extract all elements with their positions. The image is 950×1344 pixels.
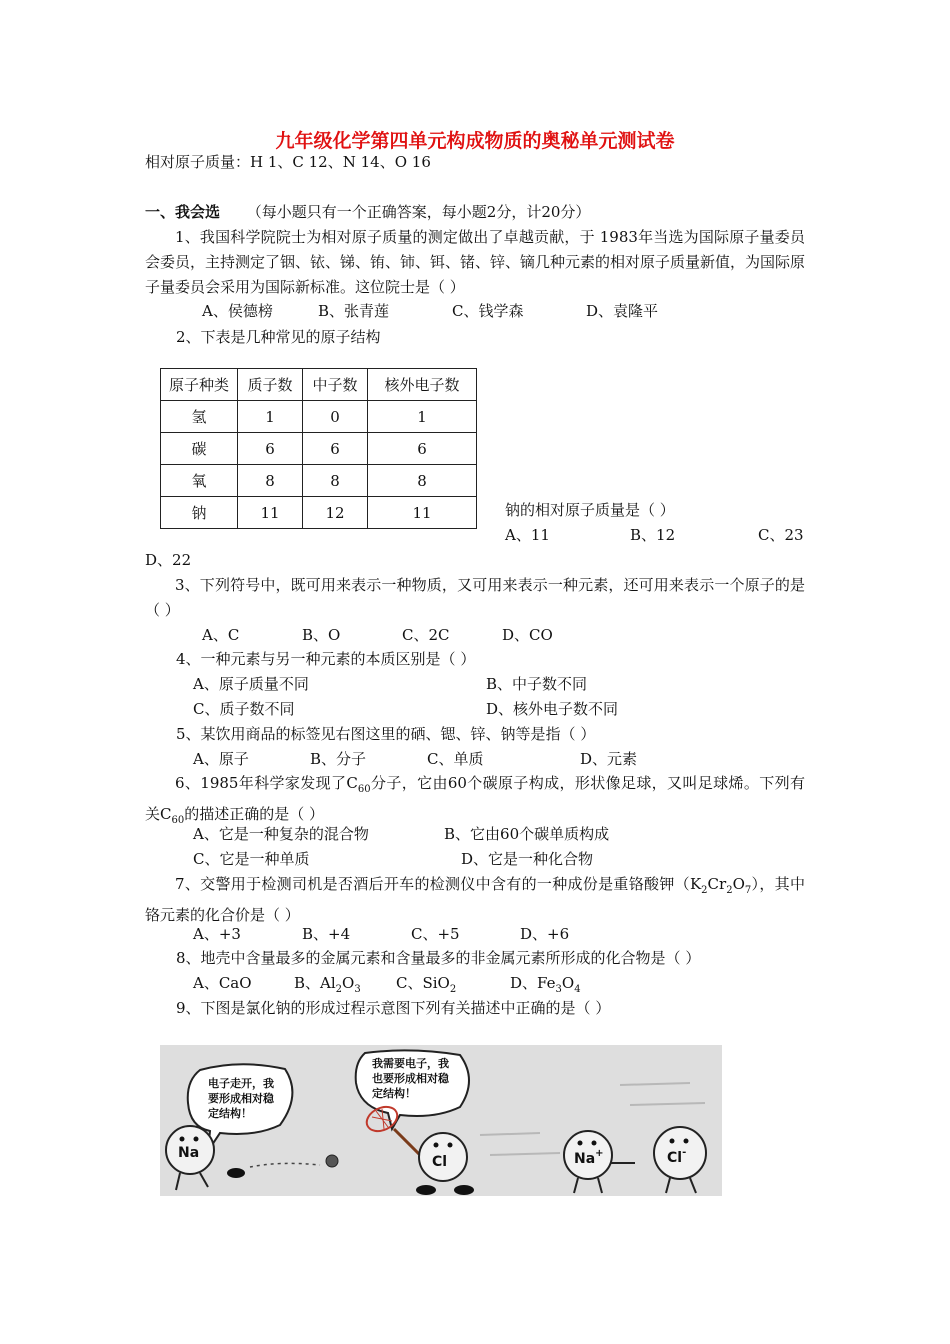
q7-text-part: Cr — [707, 875, 727, 893]
table-row — [161, 465, 477, 497]
q1-option-c: C、钱学森 — [452, 302, 524, 320]
cell: 氢 — [161, 401, 238, 433]
q8d-text: D、Fe — [510, 974, 556, 992]
question-9-text: 9、下图是氯化钠的形成过程示意图下列有关描述中正确的是（ ） — [176, 999, 611, 1017]
q7-option-a: A、+3 — [193, 925, 241, 943]
header-atom-type: 原子种类 — [161, 369, 238, 401]
cell: 钠 — [161, 497, 238, 529]
question-5-text: 5、某饮用商品的标签见右图这里的硒、锶、锌、钠等是指（ ） — [176, 725, 596, 743]
cell: 1 — [238, 401, 303, 433]
bubble1-line2: 要形成相对稳 — [208, 1092, 274, 1105]
section-title: 一、我会选 — [145, 203, 221, 221]
cell: 11 — [238, 497, 303, 529]
section-note: （每小题只有一个正确答案，每小题2分，计20分） — [246, 203, 591, 221]
q2-question: 钠的相对原子质量是（ ） — [505, 501, 675, 519]
cell: 12 — [303, 497, 368, 529]
table-row — [161, 497, 477, 529]
atomic-masses: 相对原子质量：H 1、C 12、N 14、O 16 — [145, 153, 431, 171]
q3-option-a: A、C — [202, 626, 240, 644]
header-protons: 质子数 — [238, 369, 303, 401]
q3-option-d: D、CO — [502, 626, 553, 644]
q7-subscript: 2 — [726, 885, 733, 896]
q8d-text: O — [561, 974, 575, 992]
cell: 氧 — [161, 465, 238, 497]
q8c-text: C、SiO — [396, 974, 450, 992]
q8b-sub: 3 — [354, 984, 361, 995]
q7-subscript: 2 — [701, 885, 708, 896]
question-8-text: 8、地壳中含量最多的金属元素和含量最多的非金属元素所形成的化合物是（ ） — [176, 949, 701, 967]
question-2-text: 2、下表是几种常见的原子结构 — [176, 328, 381, 346]
table-row — [161, 433, 477, 465]
q6-subscript: 60 — [171, 815, 185, 826]
q3-option-b: B、O — [302, 626, 341, 644]
na-label: Na — [178, 1145, 200, 1161]
q7-text-part: 7、交警用于检测司机是否酒后开车的检测仪中含有的一种成份是重铬酸钾（K — [175, 875, 702, 893]
table-header-row — [161, 369, 477, 401]
cell: 6 — [368, 433, 477, 465]
q7-text-part: ），其中铬元素的化合价是（ ） — [145, 875, 805, 924]
atom-structure-table — [160, 368, 477, 529]
q5-option-b: B、分子 — [310, 750, 367, 768]
cell: 8 — [238, 465, 303, 497]
q6-subscript: 60 — [357, 784, 371, 795]
q4-option-a: A、原子质量不同 — [193, 675, 309, 693]
q8b-text: O — [342, 974, 355, 992]
cell: 8 — [303, 465, 368, 497]
q6-option-b: B、它由60个碳单质构成 — [444, 825, 610, 843]
q5-option-c: C、单质 — [427, 750, 484, 768]
question-4-text: 4、一种元素与另一种元素的本质区别是（ ） — [176, 650, 476, 668]
q6-option-c: C、它是一种单质 — [193, 850, 310, 868]
question-3-text: 3、下列符号中，既可用来表示一种物质，又可用来表示一种元素，还可用来表示一个原子的是（ ） — [145, 576, 805, 619]
bubble2-line1: 我需要电子，我 — [372, 1057, 449, 1070]
q3-option-c: C、2C — [402, 626, 450, 644]
q2-option-b: B、12 — [630, 526, 676, 544]
q4-option-c: C、质子数不同 — [193, 700, 295, 718]
bubble1-line3: 定结构！ — [208, 1107, 252, 1120]
q8c-sub: 2 — [449, 984, 457, 995]
bubble2-line2: 也要形成相对稳 — [372, 1072, 449, 1085]
na-ion-label: Na — [574, 1151, 596, 1167]
q1-option-b: B、张青莲 — [318, 302, 390, 320]
q8d-sub: 3 — [555, 984, 562, 995]
header-neutrons: 中子数 — [303, 369, 368, 401]
q7-option-c: C、+5 — [411, 925, 460, 943]
q6-text-part: 的描述正确的是（ ） — [184, 805, 324, 823]
q2-option-c: C、23 — [758, 526, 804, 544]
q7-subscript: 7 — [744, 885, 752, 896]
page-title: 九年级化学第四单元构成物质的奥秘单元测试卷 — [275, 130, 675, 152]
na-ion-charge: + — [595, 1148, 604, 1159]
q7-option-b: B、+4 — [302, 925, 351, 943]
cell: 6 — [238, 433, 303, 465]
cell: 11 — [368, 497, 477, 529]
q6-option-a: A、它是一种复杂的混合物 — [193, 825, 369, 843]
cl-ion-label: Cl — [667, 1150, 683, 1166]
table-row — [161, 401, 477, 433]
q6-option-d: D、它是一种化合物 — [461, 850, 594, 868]
q8b-text: B、Al — [294, 974, 336, 992]
cell: 1 — [368, 401, 477, 433]
q7-option-d: D、+6 — [520, 925, 570, 943]
cell: 8 — [368, 465, 477, 497]
q6-text-part: 6、1985年科学家发现了C — [175, 774, 358, 792]
q7-text-part: O — [732, 875, 745, 893]
cell: 碳 — [161, 433, 238, 465]
bubble2-line3: 定结构！ — [372, 1087, 416, 1100]
cell: 0 — [303, 401, 368, 433]
question-1-text: 1、我国科学院院士为相对原子质量的测定做出了卓越贡献，于 1983年当选为国际原子量委员会委员，主持测定了铟、铱、锑、铕、铈、铒、锗、锌、镝几种元素的相对原子质量新值，为国际原子量委员会采用为国际新标准。这位院士是（ ） — [145, 228, 806, 296]
cl-ion-charge: - — [682, 1147, 687, 1158]
q2-option-d: D、22 — [145, 551, 192, 569]
q1-option-a: A、侯德榜 — [202, 302, 273, 320]
bubble1-line1: 电子走开，我 — [208, 1077, 274, 1090]
question-7-text — [145, 872, 805, 928]
sodium-chloride-formation-figure — [160, 1045, 722, 1196]
q4-option-b: B、中子数不同 — [486, 675, 588, 693]
q6-text-part: 分子，它由60个碳原子构成，形状像足球，又叫足球烯。下列有关C — [145, 774, 805, 823]
q8-option-a: A、CaO — [193, 974, 252, 992]
cell: 6 — [303, 433, 368, 465]
q2-option-a: A、11 — [505, 526, 550, 544]
section-1-heading — [145, 200, 590, 224]
header-electrons: 核外电子数 — [368, 369, 477, 401]
q8b-sub: 2 — [335, 984, 343, 995]
q5-option-a: A、原子 — [193, 750, 249, 768]
cl-label: Cl — [432, 1154, 448, 1170]
q1-option-d: D、袁隆平 — [586, 302, 659, 320]
q4-option-d: D、核外电子数不同 — [486, 700, 619, 718]
q8d-sub: 4 — [574, 984, 581, 995]
q5-option-d: D、元素 — [580, 750, 638, 768]
